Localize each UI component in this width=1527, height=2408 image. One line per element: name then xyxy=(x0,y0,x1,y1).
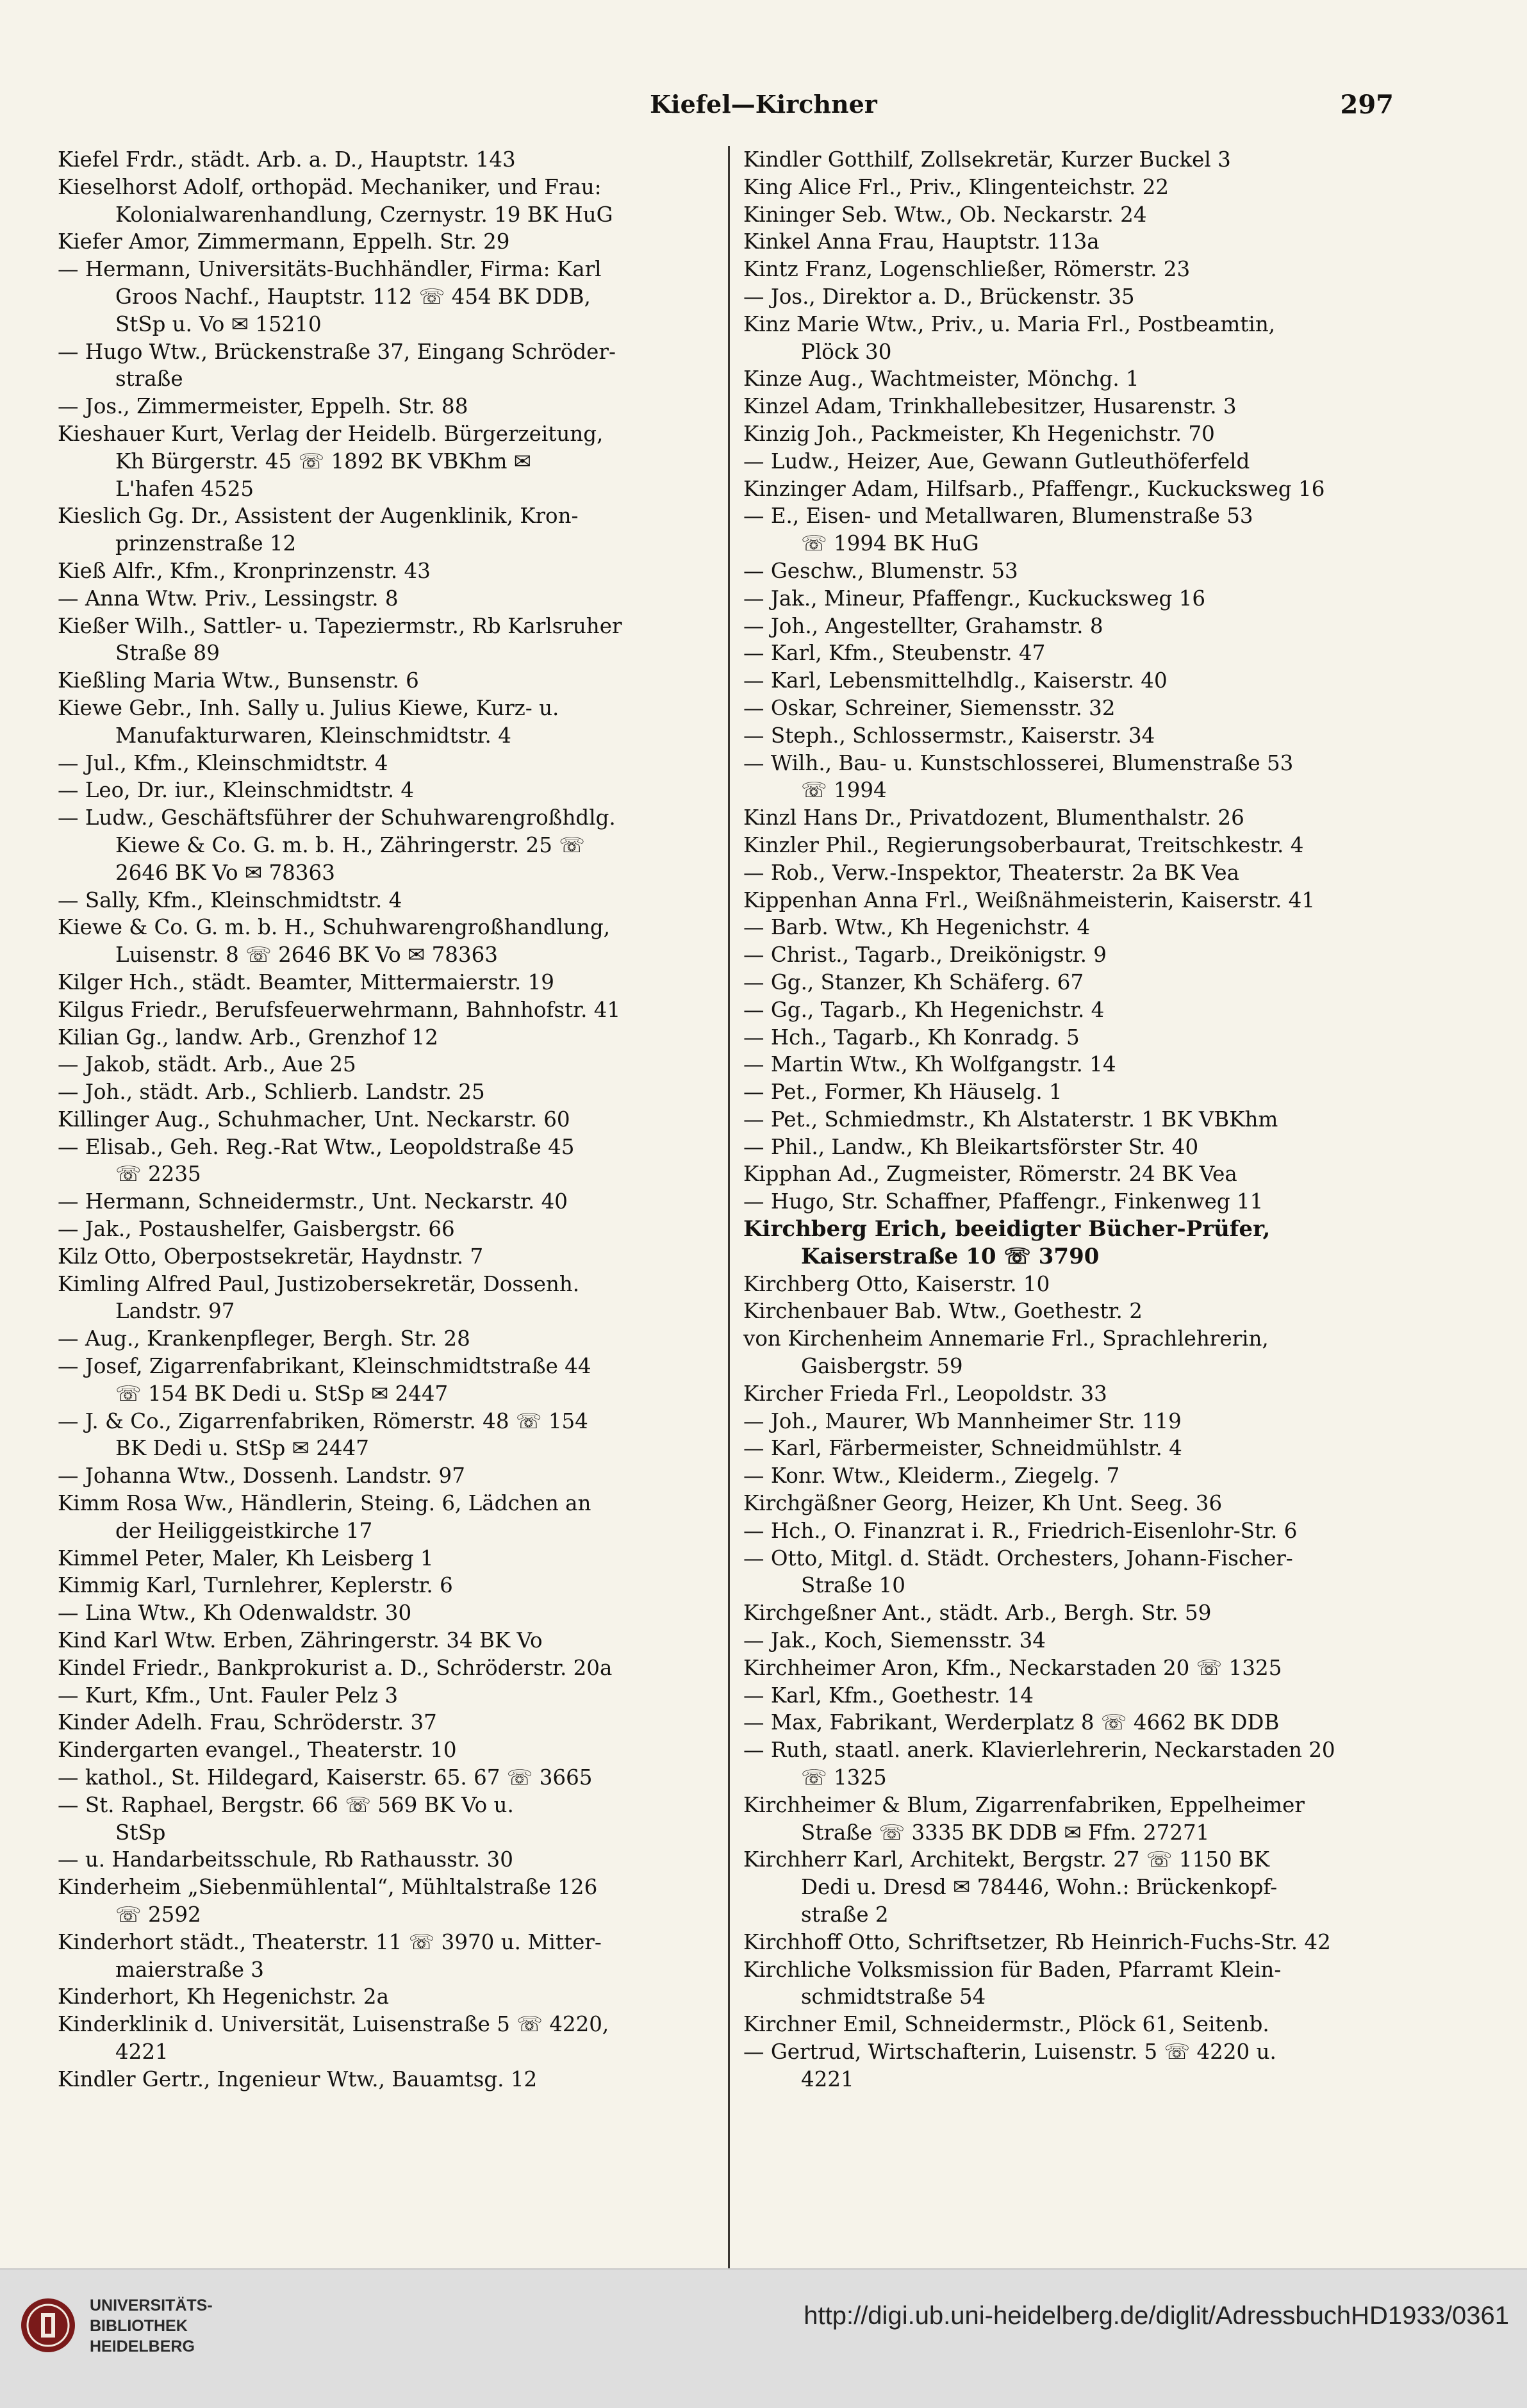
directory-line: StSp xyxy=(115,1820,166,1845)
directory-line: Kindler Gotthilf, Zollsekretär, Kurzer Buckel 3 xyxy=(743,147,1231,172)
directory-line: — Joh., Angestellter, Grahamstr. 8 xyxy=(743,613,1103,638)
directory-line: — Jak., Mineur, Pfaffengr., Kuckucksweg 16 xyxy=(743,586,1206,611)
directory-line: — J. & Co., Zigarrenfabriken, Römerstr. 48 ☏ 154 xyxy=(58,1408,588,1433)
directory-line: prinzenstraße 12 xyxy=(115,531,297,556)
directory-line: Kinzler Phil., Regierungsoberbaurat, Treitschkestr. 4 xyxy=(743,832,1304,857)
directory-line: — Hugo Wtw., Brückenstraße 37, Eingang Schröder- xyxy=(58,339,616,364)
directory-line: Kiefer Amor, Zimmermann, Eppelh. Str. 29 xyxy=(58,229,510,254)
directory-line: — Hch., Tagarb., Kh Konradg. 5 xyxy=(743,1025,1080,1050)
directory-line: — Josef, Zigarrenfabrikant, Kleinschmidtstraße 44 xyxy=(58,1354,591,1379)
directory-line: — Geschw., Blumenstr. 53 xyxy=(743,558,1018,583)
directory-line: Kirchenbauer Bab. Wtw., Goethestr. 2 xyxy=(743,1299,1143,1324)
directory-line: Kaiserstraße 10 ☏ 3790 xyxy=(801,1243,1100,1269)
directory-line: Kieß Alfr., Kfm., Kronprinzenstr. 43 xyxy=(58,558,431,583)
directory-line: Manufakturwaren, Kleinschmidtstr. 4 xyxy=(115,723,511,748)
directory-line: von Kirchenheim Annemarie Frl., Sprachlehrerin, xyxy=(743,1326,1269,1351)
directory-line: ☏ 2235 xyxy=(115,1162,201,1187)
directory-line: Kinkel Anna Frau, Hauptstr. 113a xyxy=(743,229,1100,254)
directory-line: — Karl, Färbermeister, Schneidmühlstr. 4 xyxy=(743,1436,1182,1461)
directory-line: — Elisab., Geh. Reg.-Rat Wtw., Leopoldstraße 45 xyxy=(58,1134,575,1159)
source-url-link[interactable]: http://digi.ub.uni-heidelberg.de/diglit/AdressbuchHD1933/0361 xyxy=(804,2302,1509,2330)
directory-line: Kimmel Peter, Maler, Kh Leisberg 1 xyxy=(58,1546,434,1571)
column-divider xyxy=(728,146,730,2325)
directory-line: Kiewe & Co. G. m. b. H., Schuhwarengroßhandlung, xyxy=(58,915,611,940)
directory-line: Kieslich Gg. Dr., Assistent der Augenklinik, Kron- xyxy=(58,504,579,529)
directory-line: — Anna Wtw. Priv., Lessingstr. 8 xyxy=(58,586,399,611)
directory-line: straße xyxy=(115,367,183,392)
directory-line: Kirchberg Otto, Kaiserstr. 10 xyxy=(743,1271,1050,1296)
directory-line: — Oskar, Schreiner, Siemensstr. 32 xyxy=(743,695,1116,720)
directory-line: — Wilh., Bau- u. Kunstschlosserei, Blumenstraße 53 xyxy=(743,750,1294,775)
directory-line: Kindergarten evangel., Theaterstr. 10 xyxy=(58,1738,457,1763)
directory-line: — Gg., Tagarb., Kh Hegenichstr. 4 xyxy=(743,997,1105,1022)
directory-line: Kieselhorst Adolf, orthopäd. Mechaniker, und Frau: xyxy=(58,174,602,199)
directory-line: Kircher Frieda Frl., Leopoldstr. 33 xyxy=(743,1381,1107,1406)
directory-line: Kießling Maria Wtw., Bunsenstr. 6 xyxy=(58,668,419,693)
directory-line: Kießer Wilh., Sattler- u. Tapeziermstr., Rb Karlsruher xyxy=(58,613,622,638)
directory-line: — u. Handarbeitsschule, Rb Rathausstr. 30 xyxy=(58,1847,513,1872)
directory-line: — Jul., Kfm., Kleinschmidtstr. 4 xyxy=(58,750,388,775)
directory-line: Straße 89 xyxy=(115,641,220,666)
directory-line: Kinzinger Adam, Hilfsarb., Pfaffengr., Kuckucksweg 16 xyxy=(743,476,1325,501)
directory-line: Kirchberg Erich, beeidigter Bücher-Prüfer, xyxy=(743,1216,1271,1242)
directory-line: BK Dedi u. StSp ✉ 2447 xyxy=(115,1436,369,1461)
directory-line: Kippenhan Anna Frl., Weißnähmeisterin, Kaiserstr. 41 xyxy=(743,887,1316,912)
directory-line: — Steph., Schlossermstr., Kaiserstr. 34 xyxy=(743,723,1155,748)
directory-line: — Karl, Kfm., Steubenstr. 47 xyxy=(743,641,1046,666)
directory-line: — Karl, Kfm., Goethestr. 14 xyxy=(743,1683,1034,1708)
directory-line: Kieshauer Kurt, Verlag der Heidelb. Bürgerzeitung, xyxy=(58,421,604,446)
directory-line: Kinzig Joh., Packmeister, Kh Hegenichstr. 70 xyxy=(743,421,1215,446)
directory-line: Kirchliche Volksmission für Baden, Pfarramt Klein- xyxy=(743,1957,1282,1982)
directory-line: StSp u. Vo ✉ 15210 xyxy=(115,311,322,336)
directory-line: schmidtstraße 54 xyxy=(801,1984,986,2009)
directory-line: — Hugo, Str. Schaffner, Pfaffengr., Finkenweg 11 xyxy=(743,1189,1264,1214)
directory-line: — Phil., Landw., Kh Bleikartsförster Str. 40 xyxy=(743,1134,1199,1159)
directory-line: Kirchheimer Aron, Kfm., Neckarstaden 20 ☏ 1325 xyxy=(743,1655,1282,1680)
directory-line: — Joh., städt. Arb., Schlierb. Landstr. 25 xyxy=(58,1080,485,1105)
directory-line: — Jakob, städt. Arb., Aue 25 xyxy=(58,1052,356,1077)
directory-line: — Max, Fabrikant, Werderplatz 8 ☏ 4662 BK DDB xyxy=(743,1710,1280,1735)
directory-line: Kilian Gg., landw. Arb., Grenzhof 12 xyxy=(58,1025,438,1050)
directory-line: — Hch., O. Finanzrat i. R., Friedrich-Eisenlohr-Str. 6 xyxy=(743,1518,1298,1543)
directory-line: Straße ☏ 3335 BK DDB ✉ Ffm. 27271 xyxy=(801,1820,1210,1845)
directory-line: — E., Eisen- und Metallwaren, Blumenstraße 53 xyxy=(743,504,1253,529)
directory-line: Kinderklinik d. Universität, Luisenstraße 5 ☏ 4220, xyxy=(58,2012,609,2037)
directory-line: Kimling Alfred Paul, Justizobersekretär, Dossenh. xyxy=(58,1271,580,1296)
directory-line: Kolonialwarenhandlung, Czernystr. 19 BK HuG xyxy=(115,202,613,227)
directory-line: — Jak., Postaushelfer, Gaisbergstr. 66 xyxy=(58,1217,455,1242)
directory-line: Kinder Adelh. Frau, Schröderstr. 37 xyxy=(58,1710,437,1735)
directory-line: Kirchherr Karl, Architekt, Bergstr. 27 ☏ 1150 BK xyxy=(743,1847,1270,1872)
directory-line: Kintz Franz, Logenschließer, Römerstr. 23 xyxy=(743,257,1191,282)
directory-line: Kiewe Gebr., Inh. Sally u. Julius Kiewe, Kurz- u. xyxy=(58,695,559,720)
directory-line: — Rob., Verw.-Inspektor, Theaterstr. 2a BK Vea xyxy=(743,860,1240,885)
directory-line: Landstr. 97 xyxy=(115,1299,235,1324)
directory-line: Kinz Marie Wtw., Priv., u. Maria Frl., Postbeamtin, xyxy=(743,311,1276,336)
footer-bar xyxy=(0,2268,1527,2408)
directory-line: — Joh., Maurer, Wb Mannheimer Str. 119 xyxy=(743,1408,1182,1433)
directory-line: — Otto, Mitgl. d. Städt. Orchesters, Johann-Fischer- xyxy=(743,1546,1293,1571)
directory-line: maierstraße 3 xyxy=(115,1957,264,1982)
directory-line: — Lina Wtw., Kh Odenwaldstr. 30 xyxy=(58,1601,412,1626)
directory-line: Gaisbergstr. 59 xyxy=(801,1354,963,1379)
directory-line: — Hermann, Schneidermstr., Unt. Neckarstr. 40 xyxy=(58,1189,568,1214)
directory-line: — Christ., Tagarb., Dreikönigstr. 9 xyxy=(743,943,1107,968)
directory-line: — Jak., Koch, Siemensstr. 34 xyxy=(743,1628,1046,1653)
directory-line: L'hafen 4525 xyxy=(115,476,254,501)
directory-line: — Martin Wtw., Kh Wolfgangstr. 14 xyxy=(743,1052,1116,1077)
directory-line: 4221 xyxy=(801,2066,854,2091)
directory-line: der Heiliggeistkirche 17 xyxy=(115,1518,373,1543)
directory-line: Kininger Seb. Wtw., Ob. Neckarstr. 24 xyxy=(743,202,1147,227)
directory-line: — St. Raphael, Bergstr. 66 ☏ 569 BK Vo u. xyxy=(58,1792,514,1817)
directory-line: — Ruth, staatl. anerk. Klavierlehrerin, Neckarstaden 20 xyxy=(743,1738,1335,1763)
directory-line: Kimm Rosa Ww., Händlerin, Steing. 6, Lädchen an xyxy=(58,1491,591,1516)
directory-line: Kinze Aug., Wachtmeister, Mönchg. 1 xyxy=(743,367,1139,392)
directory-line: — Aug., Krankenpfleger, Bergh. Str. 28 xyxy=(58,1326,470,1351)
directory-line: ☏ 154 BK Dedi u. StSp ✉ 2447 xyxy=(115,1381,449,1406)
directory-line: — Gg., Stanzer, Kh Schäferg. 67 xyxy=(743,969,1084,994)
directory-line: Kh Bürgerstr. 45 ☏ 1892 BK VBKhm ✉ xyxy=(115,449,531,474)
directory-line: Groos Nachf., Hauptstr. 112 ☏ 454 BK DDB, xyxy=(115,284,591,309)
directory-line: Kirchner Emil, Schneidermstr., Plöck 61, Seitenb. xyxy=(743,2012,1269,2037)
directory-line: Kinzel Adam, Trinkhallebesitzer, Husarenstr. 3 xyxy=(743,394,1237,419)
directory-line: Killinger Aug., Schuhmacher, Unt. Neckarstr. 60 xyxy=(58,1107,570,1132)
directory-line: — Hermann, Universitäts-Buchhändler, Firma: Karl xyxy=(58,257,602,282)
directory-line: ☏ 1325 xyxy=(801,1765,887,1790)
directory-line: — kathol., St. Hildegard, Kaiserstr. 65. 67 ☏ 3665 xyxy=(58,1765,593,1790)
directory-line: Dedi u. Dresd ✉ 78446, Wohn.: Brückenkopf- xyxy=(801,1875,1278,1900)
directory-line: Kimmig Karl, Turnlehrer, Keplerstr. 6 xyxy=(58,1573,453,1598)
directory-line: Kindler Gertr., Ingenieur Wtw., Bauamtsg. 12 xyxy=(58,2066,538,2091)
directory-line: 4221 xyxy=(115,2039,169,2064)
library-name: UNIVERSITÄTS- BIBLIOTHEK HEIDELBERG xyxy=(90,2297,213,2355)
directory-line: — Pet., Former, Kh Häuselg. 1 xyxy=(743,1080,1062,1105)
library-logo-icon xyxy=(19,2297,77,2354)
directory-line: ☏ 1994 xyxy=(801,778,887,803)
directory-line: Kipphan Ad., Zugmeister, Römerstr. 24 BK Vea xyxy=(743,1162,1237,1187)
directory-line: — Karl, Lebensmittelhdlg., Kaiserstr. 40 xyxy=(743,668,1168,693)
directory-line: Kinderhort städt., Theaterstr. 11 ☏ 3970 u. Mitter- xyxy=(58,1929,602,1954)
directory-line: Kirchgäßner Georg, Heizer, Kh Unt. Seeg. 36 xyxy=(743,1491,1223,1516)
directory-line: — Barb. Wtw., Kh Hegenichstr. 4 xyxy=(743,915,1091,940)
directory-line: Kirchgeßner Ant., städt. Arb., Bergh. Str. 59 xyxy=(743,1601,1212,1626)
right-column xyxy=(743,146,1410,2093)
directory-line: Kiewe & Co. G. m. b. H., Zähringerstr. 25 ☏ xyxy=(115,832,585,857)
directory-line: — Ludw., Geschäftsführer der Schuhwarengroßhdlg. xyxy=(58,805,616,830)
directory-line: — Sally, Kfm., Kleinschmidtstr. 4 xyxy=(58,887,402,912)
directory-line: Kindel Friedr., Bankprokurist a. D., Schröderstr. 20a xyxy=(58,1655,613,1680)
directory-line: King Alice Frl., Priv., Klingenteichstr. 22 xyxy=(743,174,1169,199)
page-title: Kiefel—Kirchner xyxy=(650,90,877,119)
directory-line: Kinderhort, Kh Hegenichstr. 2a xyxy=(58,1984,389,2009)
directory-line: 2646 BK Vo ✉ 78363 xyxy=(115,860,335,885)
directory-line: — Pet., Schmiedmstr., Kh Alstaterstr. 1 BK VBKhm xyxy=(743,1107,1278,1132)
directory-line: — Jos., Zimmermeister, Eppelh. Str. 88 xyxy=(58,394,468,419)
directory-line: Kilgus Friedr., Berufsfeuerwehrmann, Bahnhofstr. 41 xyxy=(58,997,621,1022)
page-number: 297 xyxy=(1340,90,1394,120)
directory-line: Kirchhoff Otto, Schriftsetzer, Rb Heinrich-Fuchs-Str. 42 xyxy=(743,1929,1331,1954)
running-header xyxy=(0,90,1527,128)
directory-line: — Johanna Wtw., Dossenh. Landstr. 97 xyxy=(58,1464,465,1489)
directory-line: Kirchheimer & Blum, Zigarrenfabriken, Eppelheimer xyxy=(743,1792,1305,1817)
directory-line: — Leo, Dr. iur., Kleinschmidtstr. 4 xyxy=(58,778,415,803)
left-column xyxy=(58,146,724,2093)
directory-line: — Gertrud, Wirtschafterin, Luisenstr. 5 ☏ 4220 u. xyxy=(743,2039,1276,2064)
directory-line: Kinderheim „Siebenmühlental“, Mühltalstraße 126 xyxy=(58,1875,598,1900)
directory-line: ☏ 2592 xyxy=(115,1902,201,1927)
directory-line: Kind Karl Wtw. Erben, Zähringerstr. 34 BK Vo xyxy=(58,1628,543,1653)
directory-line: — Kurt, Kfm., Unt. Fauler Pelz 3 xyxy=(58,1683,399,1708)
directory-line: ☏ 1994 BK HuG xyxy=(801,531,979,556)
directory-line: Kilz Otto, Oberpostsekretär, Haydnstr. 7 xyxy=(58,1244,484,1269)
directory-line: — Ludw., Heizer, Aue, Gewann Gutleuthöferfeld xyxy=(743,449,1250,474)
directory-line: Kilger Hch., städt. Beamter, Mittermaierstr. 19 xyxy=(58,969,554,994)
directory-line: straße 2 xyxy=(801,1902,889,1927)
directory-line: Kiefel Frdr., städt. Arb. a. D., Hauptstr. 143 xyxy=(58,147,516,172)
directory-line: Straße 10 xyxy=(801,1573,905,1598)
directory-line: Kinzl Hans Dr., Privatdozent, Blumenthalstr. 26 xyxy=(743,805,1244,830)
directory-line: — Konr. Wtw., Kleiderm., Ziegelg. 7 xyxy=(743,1464,1120,1489)
directory-line: — Jos., Direktor a. D., Brückenstr. 35 xyxy=(743,284,1135,309)
directory-line: Plöck 30 xyxy=(801,339,892,364)
directory-line: Luisenstr. 8 ☏ 2646 BK Vo ✉ 78363 xyxy=(115,943,498,968)
